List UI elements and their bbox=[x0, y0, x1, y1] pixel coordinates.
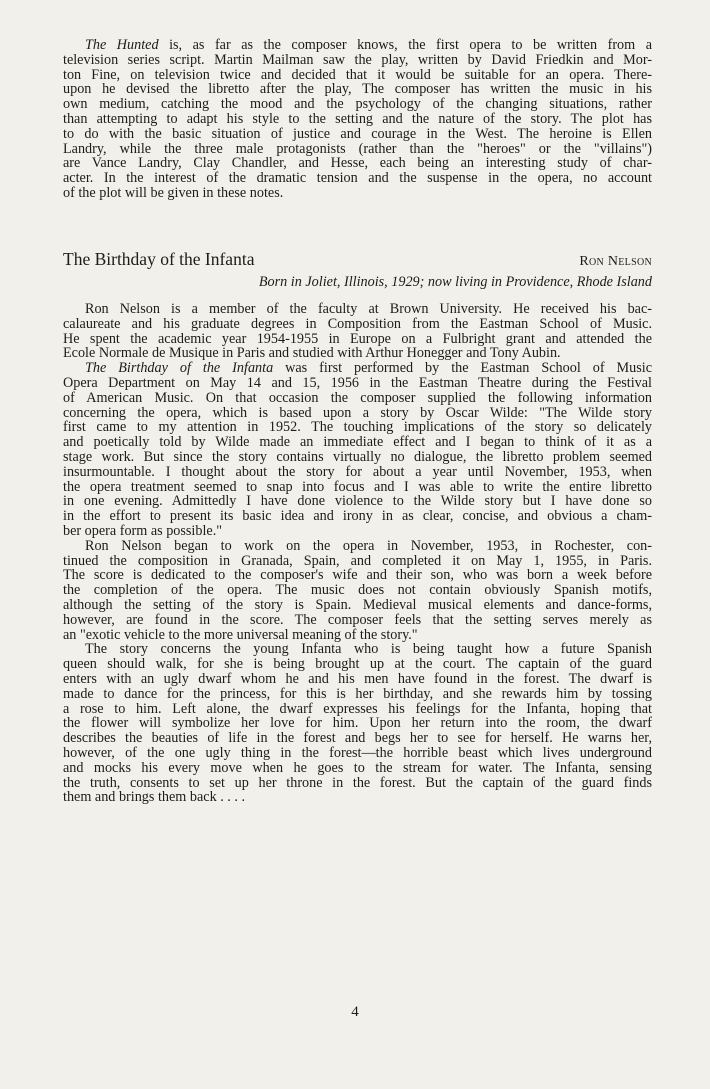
line-text: insurmountable. I thought about the story for about a year until November, 1953, when bbox=[63, 463, 652, 480]
text-line bbox=[63, 97, 652, 112]
line-text: a rose to him. Left alone, the dwarf expresses his feelings for the Infanta, hoping that bbox=[63, 700, 652, 717]
text-line bbox=[63, 790, 652, 805]
text-line bbox=[63, 391, 652, 406]
line-text: He spent the academic year 1954-1955 in Europe on a Fulbright grant and attended the bbox=[63, 330, 652, 347]
italic-title: The Birthday of the Infanta bbox=[85, 360, 274, 377]
text-line bbox=[63, 702, 652, 717]
text-line bbox=[63, 82, 652, 97]
line-text: tinued the composition in Granada, Spain, and completed it on May 1, 1955, in Paris. bbox=[63, 552, 652, 569]
line-text: are Vance Landry, Clay Chandler, and Hesse, each being an interesting study of char- bbox=[63, 155, 652, 172]
text-line bbox=[63, 68, 652, 83]
line-text: and poetically told by Wilde made an immediate effect and I began to think of it as a bbox=[63, 434, 652, 451]
text-line bbox=[63, 53, 652, 68]
line-text: than attempting to adapt his style to the setting and the nature of the story. The plot has bbox=[63, 110, 652, 127]
line-text: of American Music. On that occasion the composer supplied the following information bbox=[63, 389, 652, 406]
text-line bbox=[63, 142, 652, 157]
paragraph bbox=[63, 642, 652, 805]
text-line bbox=[63, 687, 652, 702]
text-line bbox=[63, 361, 652, 376]
intro-section bbox=[63, 38, 652, 201]
text-line bbox=[63, 406, 652, 421]
text-line bbox=[63, 598, 652, 613]
line-text: queen should walk, for she is being brought up at the court. The captain of the guard bbox=[63, 656, 652, 673]
page-number: 4 bbox=[351, 1004, 359, 1020]
composer-name: Ron Nelson bbox=[579, 254, 652, 269]
text-line bbox=[63, 346, 652, 361]
section-body bbox=[63, 302, 652, 805]
line-text: of the plot will be given in these notes. bbox=[63, 184, 284, 201]
line-text: an "exotic vehicle to the more universal meaning of the story." bbox=[63, 626, 418, 643]
line-text: although the setting of the story is Spain. Medieval musical elements and dance-forms, bbox=[63, 596, 652, 613]
section-title: The Birthday of the Infanta bbox=[63, 249, 255, 269]
line-text: The score is dedicated to the composer's wife and their son, who was born a week before bbox=[63, 567, 652, 584]
text-line bbox=[63, 746, 652, 761]
line-text: acter. In the interest of the dramatic tension and the suspense in the opera, no account bbox=[63, 170, 652, 187]
text-line bbox=[63, 583, 652, 598]
text-line bbox=[63, 480, 652, 495]
line-text: the truth, consents to set up her throne in the forest. But the captain of the guard finds bbox=[63, 774, 652, 791]
text-line bbox=[63, 302, 652, 317]
paragraph bbox=[63, 539, 652, 643]
text-line bbox=[63, 435, 652, 450]
text-line bbox=[63, 568, 652, 583]
line-text: to do with the basic situation of justice and courage in the West. The heroine is Ellen bbox=[63, 125, 652, 142]
text-line bbox=[63, 613, 652, 628]
text-line bbox=[63, 112, 652, 127]
paragraph bbox=[63, 361, 652, 539]
line-text: Opera Department on May 14 and 15, 1956 in the Eastman Theatre during the Festival bbox=[63, 374, 652, 391]
line-text: stage work. But since the story contains virtually no dialogue, the libretto problem seemed bbox=[63, 448, 652, 465]
line-text: Ecole Normale de Musique in Paris and studied with Arthur Honegger and Tony Aubin. bbox=[63, 345, 561, 362]
text-line bbox=[63, 494, 652, 509]
text-line bbox=[63, 186, 652, 201]
paragraph bbox=[63, 38, 652, 201]
line-text: ton Fine, on television twice and decided that it would be suitable for an opera. There- bbox=[63, 66, 652, 83]
text-line bbox=[63, 509, 652, 524]
text-line bbox=[63, 716, 652, 731]
text-line bbox=[63, 731, 652, 746]
line-text: and mocks his every move when he goes to the stream for water. The Infanta, sensing bbox=[63, 759, 652, 776]
line-text: in the effort to present its basic idea and irony in as clear, concise, and obvious a cham- bbox=[63, 508, 652, 525]
line-text: television series script. Martin Mailman saw the play, written by David Friedkin and Mor- bbox=[63, 51, 652, 68]
text-line bbox=[63, 450, 652, 465]
text-line bbox=[63, 554, 652, 569]
line-text: is, as far as the composer knows, the first opera to be written from a bbox=[158, 37, 652, 53]
italic-title: The Hunted bbox=[85, 37, 159, 53]
line-text: however, are found in the score. The composer feels that the setting serves merely as bbox=[63, 611, 652, 628]
text-line bbox=[63, 332, 652, 347]
line-text: Ron Nelson is a member of the faculty at Brown University. He received his bac- bbox=[85, 301, 652, 317]
line-text: in one evening. Admittedly I have done violence to the Wilde story but I have done so bbox=[63, 493, 652, 510]
text-line bbox=[63, 672, 652, 687]
text-line bbox=[63, 171, 652, 186]
section-heading bbox=[63, 249, 652, 270]
line-text: them and brings them back . . . . bbox=[63, 789, 246, 806]
paragraph bbox=[63, 302, 652, 361]
line-text: describes the beauties of life in the forest and begs her to see for herself. He warns her, bbox=[63, 730, 652, 747]
text-line bbox=[63, 524, 652, 539]
line-text: the flower will symbolize her love for him. Upon her return into the room, the dwarf bbox=[63, 715, 652, 732]
line-text: own medium, catching the mood and the psychology of the changing situations, rather bbox=[63, 96, 652, 113]
text-line bbox=[63, 38, 652, 53]
text-line bbox=[63, 376, 652, 391]
line-text: enters with an ugly dwarf whom he and his men have found in the forest. The dwarf is bbox=[63, 670, 652, 687]
line-text: calaureate and his graduate degrees in Composition from the Eastman School of Music. bbox=[63, 315, 652, 332]
line-text: was first performed by the Eastman School of Music bbox=[273, 360, 652, 377]
text-line bbox=[63, 776, 652, 791]
text-line bbox=[63, 420, 652, 435]
text-line bbox=[63, 761, 652, 776]
line-text: Landry, while the three male protagonists (rather than the "heroes" or the "villains") bbox=[63, 140, 652, 157]
line-text: the opera treatment seemed to snap into focus and I was able to write the entire libretto bbox=[63, 478, 652, 495]
text-line bbox=[63, 539, 652, 554]
text-line bbox=[63, 465, 652, 480]
line-text: concerning the opera, which is based upon a story by Oscar Wilde: "The Wilde story bbox=[63, 404, 652, 421]
line-text: the completion of the opera. The music does not contain obviously Spanish motifs, bbox=[63, 582, 652, 599]
line-text: upon he devised the libretto after the play, The composer has written the music in his bbox=[63, 81, 652, 98]
composer-bio-line: Born in Joliet, Illinois, 1929; now living in Providence, Rhode Island bbox=[258, 274, 652, 290]
line-text: however, of the one ugly thing in the forest—the horrible beast which lives underground bbox=[63, 744, 652, 761]
line-text: made to dance for the princess, for this is her birthday, and she rewards him by tossing bbox=[63, 685, 652, 702]
text-line bbox=[63, 127, 652, 142]
line-text: ber opera form as possible." bbox=[63, 522, 223, 539]
text-line bbox=[63, 628, 652, 643]
line-text: first came to my attention in 1952. The touching implications of the story so delicately bbox=[63, 419, 652, 436]
text-line bbox=[63, 317, 652, 332]
text-line bbox=[63, 156, 652, 171]
line-text: Ron Nelson began to work on the opera in November, 1953, in Rochester, con- bbox=[85, 537, 652, 554]
line-text: The story concerns the young Infanta who is being taught how a future Spanish bbox=[85, 641, 652, 658]
text-line bbox=[63, 642, 652, 657]
text-line bbox=[63, 657, 652, 672]
